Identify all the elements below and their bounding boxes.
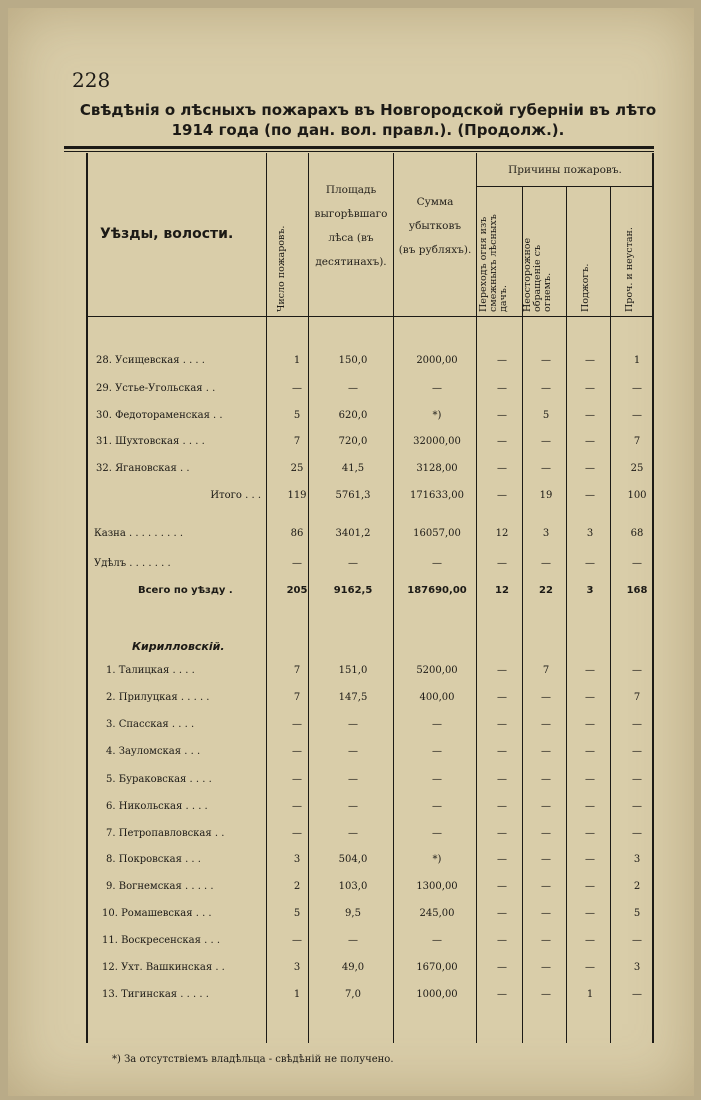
row-cause-other: — [632, 989, 642, 1000]
row-loss: 5200,00 [416, 665, 458, 676]
row-fires: — [292, 801, 302, 812]
row-cause-careless: — [541, 801, 551, 812]
row-area: 41,5 [341, 463, 365, 474]
row-area: — [348, 801, 358, 812]
row-cause-other: — [632, 719, 642, 730]
row-loss: — [432, 719, 442, 730]
row-cause-careless: — [541, 881, 551, 892]
header-cause-careless: Неосторожное обращеніе съ огнемъ. [522, 237, 553, 312]
row-cause-arson: — [585, 774, 595, 785]
row-cause-careless: — [541, 436, 551, 447]
row-loss: — [432, 746, 442, 757]
header-cause-arson: Поджогъ. [580, 263, 591, 312]
header-cause-transfer: Переходъ огня изъ смежныхъ лѣсныхъ дачъ. [478, 214, 509, 312]
row-cause-careless: — [541, 854, 551, 865]
header-bottom-rule [86, 316, 653, 317]
row-fires: 7 [293, 692, 301, 703]
row-name: 10. Ромашевская . . . [102, 908, 212, 919]
header-loss [394, 190, 476, 262]
row-fires: 1 [293, 989, 301, 1000]
row-fires: — [292, 719, 302, 730]
row-loss: 187690,00 [407, 585, 467, 596]
row-cause-transfer: — [497, 962, 507, 973]
header-district: Уѣзды, волости. [100, 226, 234, 242]
row-cause-careless: — [541, 463, 551, 474]
row-name: Итого . . . [210, 490, 261, 501]
row-area: — [348, 935, 358, 946]
row-loss: — [432, 801, 442, 812]
table-row [8, 797, 694, 817]
row-cause-other: 7 [633, 692, 641, 703]
table-row [8, 406, 694, 426]
row-cause-careless: 19 [539, 490, 553, 501]
row-cause-other: 1 [633, 355, 641, 366]
row-loss: 1000,00 [416, 989, 458, 1000]
row-name: 2. Прилуцкая . . . . . [106, 692, 210, 703]
row-cause-other: 168 [626, 585, 648, 596]
row-cause-arson: — [585, 908, 595, 919]
table-row [8, 850, 694, 870]
row-cause-careless: — [541, 558, 551, 569]
table-title-line-1: Свѣдѣнія о лѣсныхъ пожарахъ въ Новгородской губерніи въ лѣто [79, 101, 657, 119]
header-causes: Причины пожаровъ. [508, 164, 622, 176]
row-loss: 3128,00 [416, 463, 458, 474]
row-cause-other: — [632, 665, 642, 676]
table-row [8, 688, 694, 708]
row-loss: — [432, 774, 442, 785]
row-loss: — [432, 558, 442, 569]
section-heading: Кирилловскій. [132, 640, 225, 653]
row-fires: 3 [293, 854, 301, 865]
row-loss: 32000,00 [413, 436, 461, 447]
section-row [8, 637, 694, 657]
top-rule-thin [64, 151, 654, 152]
row-cause-transfer: — [497, 908, 507, 919]
row-loss: 171633,00 [409, 490, 465, 501]
row-area: 5761,3 [335, 490, 371, 501]
row-cause-transfer: — [497, 558, 507, 569]
table-row [8, 459, 694, 479]
row-cause-transfer: — [497, 490, 507, 501]
row-name: 29. Устье-Угольская . . [96, 383, 216, 394]
top-rule-thick [64, 146, 654, 149]
row-loss: *) [432, 410, 442, 421]
row-name: 13. Тигинская . . . . . [102, 989, 209, 1000]
table-row [8, 715, 694, 735]
table-row [8, 958, 694, 978]
row-cause-other: 68 [630, 528, 644, 539]
row-cause-arson: — [585, 828, 595, 839]
row-fires: 86 [290, 528, 304, 539]
row-fires: — [292, 828, 302, 839]
row-cause-transfer: — [497, 355, 507, 366]
row-area: — [348, 383, 358, 394]
row-name: Казна . . . . . . . . . [94, 528, 183, 539]
row-area: — [348, 558, 358, 569]
row-cause-other: — [632, 746, 642, 757]
row-area: 504,0 [338, 854, 368, 865]
row-cause-other: 7 [633, 436, 641, 447]
table-title-line-2: 1914 года (по дан. вол. правл.). (Продолж.). [171, 121, 565, 139]
row-cause-careless: — [541, 774, 551, 785]
row-cause-transfer: — [497, 989, 507, 1000]
row-cause-careless: — [541, 355, 551, 366]
subtotal-row [8, 486, 694, 506]
row-cause-other: 3 [633, 962, 641, 973]
row-loss: 400,00 [419, 692, 455, 703]
row-area: 620,0 [338, 410, 368, 421]
row-cause-transfer: — [497, 828, 507, 839]
row-cause-careless: — [541, 962, 551, 973]
row-cause-careless: 3 [542, 528, 550, 539]
table-row [8, 931, 694, 951]
row-cause-arson: — [585, 436, 595, 447]
row-name: 6. Никольская . . . . [106, 801, 208, 812]
row-fires: 5 [293, 410, 301, 421]
row-cause-transfer: — [497, 436, 507, 447]
row-cause-transfer: — [497, 665, 507, 676]
row-cause-transfer: 12 [495, 585, 509, 596]
row-cause-arson: — [585, 854, 595, 865]
row-area: — [348, 746, 358, 757]
row-cause-careless: — [541, 383, 551, 394]
row-cause-other: — [632, 828, 642, 839]
row-area: 147,5 [338, 692, 368, 703]
row-cause-arson: — [585, 558, 595, 569]
row-loss: 245,00 [419, 908, 455, 919]
page-number: 228 [72, 68, 111, 92]
row-name: 28. Усищевская . . . . [96, 355, 205, 366]
row-cause-other: 25 [630, 463, 644, 474]
header-fires-count: Число пожаровъ. [276, 225, 287, 312]
row-name: Удѣлъ . . . . . . . [94, 558, 171, 569]
row-cause-careless: 5 [542, 410, 550, 421]
table-row [8, 742, 694, 762]
row-loss: 1300,00 [416, 881, 458, 892]
row-cause-arson: — [585, 383, 595, 394]
header-loss-line: убытковъ [408, 220, 462, 232]
header-loss-line: Сумма [416, 196, 454, 208]
row-loss: — [432, 828, 442, 839]
header-area-line: выгорѣвшаго [314, 208, 388, 220]
row-cause-arson: — [585, 935, 595, 946]
row-area: 3401,2 [335, 528, 371, 539]
row-cause-transfer: — [497, 801, 507, 812]
row-cause-arson: 3 [586, 528, 594, 539]
row-fires: 1 [293, 355, 301, 366]
row-name: 11. Воскресенская . . . [102, 935, 220, 946]
row-cause-careless: — [541, 828, 551, 839]
row-loss: 1670,00 [416, 962, 458, 973]
header-loss-line: (въ рубляхъ). [398, 244, 472, 256]
row-cause-arson: — [585, 881, 595, 892]
row-area: 103,0 [338, 881, 368, 892]
table-row [8, 770, 694, 790]
row-fires: 25 [290, 463, 304, 474]
row-cause-other: 5 [633, 908, 641, 919]
row-cause-transfer: — [497, 746, 507, 757]
row-cause-arson: — [585, 355, 595, 366]
row-fires: 119 [287, 490, 307, 501]
row-cause-transfer: — [497, 881, 507, 892]
row-fires: 205 [286, 585, 308, 596]
row-fires: 7 [293, 436, 301, 447]
header-cause-other: Проч. и неустан. [624, 227, 635, 312]
book-page [8, 8, 694, 1096]
row-cause-other: — [632, 410, 642, 421]
row-cause-careless: 7 [542, 665, 550, 676]
row-loss: 2000,00 [416, 355, 458, 366]
row-cause-other: 100 [627, 490, 647, 501]
row-cause-transfer: — [497, 719, 507, 730]
row-cause-careless: — [541, 719, 551, 730]
table-row [8, 877, 694, 897]
row-name: 12. Ухт. Вашкинская . . [102, 962, 225, 973]
row-name: 30. Федотораменская . . [96, 410, 223, 421]
row-cause-other: — [632, 558, 642, 569]
row-fires: — [292, 774, 302, 785]
row-area: 720,0 [338, 436, 368, 447]
row-cause-careless: — [541, 746, 551, 757]
table-row [8, 824, 694, 844]
row-area: — [348, 719, 358, 730]
row-fires: — [292, 746, 302, 757]
table-row [8, 661, 694, 681]
row-cause-careless: 22 [539, 585, 553, 596]
row-name: 8. Покровская . . . [106, 854, 201, 865]
row-cause-transfer: — [497, 774, 507, 785]
row-cause-arson: — [585, 665, 595, 676]
row-cause-arson: — [585, 801, 595, 812]
row-cause-arson: — [585, 463, 595, 474]
row-cause-arson: — [585, 692, 595, 703]
row-name: Всего по уѣзду . [138, 585, 233, 596]
row-cause-transfer: — [497, 410, 507, 421]
row-cause-arson: — [585, 410, 595, 421]
row-area: 7,0 [345, 989, 361, 1000]
row-cause-other: — [632, 801, 642, 812]
table-row [8, 432, 694, 452]
row-loss: *) [432, 854, 442, 865]
header-area-line: Площадь [325, 184, 377, 196]
row-name: 31. Шухтовская . . . . [96, 436, 205, 447]
row-area: — [348, 828, 358, 839]
row-cause-other: 3 [633, 854, 641, 865]
row-cause-careless: — [541, 692, 551, 703]
table-row [8, 524, 694, 544]
row-name: 1. Талицкая . . . . [106, 665, 195, 676]
row-cause-other: — [632, 935, 642, 946]
row-cause-arson: 3 [586, 585, 594, 596]
table-row [8, 904, 694, 924]
row-area: 9162,5 [333, 585, 373, 596]
row-name: 4. Зауломская . . . [106, 746, 201, 757]
table-row [8, 351, 694, 371]
row-name: 9. Вогнемская . . . . . [106, 881, 214, 892]
row-area: 9,5 [345, 908, 361, 919]
row-cause-arson: — [585, 746, 595, 757]
row-fires: — [292, 383, 302, 394]
table-row [8, 379, 694, 399]
row-cause-other: — [632, 383, 642, 394]
header-area-line: десятинахъ). [315, 256, 387, 268]
table-row [8, 554, 694, 574]
row-fires: 5 [293, 908, 301, 919]
row-area: 49,0 [341, 962, 365, 973]
total-row [8, 581, 694, 601]
row-cause-transfer: — [497, 854, 507, 865]
row-cause-transfer: — [497, 383, 507, 394]
row-area: — [348, 774, 358, 785]
row-fires: 2 [293, 881, 301, 892]
row-cause-other: 2 [633, 881, 641, 892]
row-cause-arson: — [585, 962, 595, 973]
row-area: 151,0 [338, 665, 368, 676]
row-loss: — [432, 935, 442, 946]
row-cause-transfer: — [497, 935, 507, 946]
row-loss: 16057,00 [413, 528, 461, 539]
row-loss: — [432, 383, 442, 394]
row-name: 5. Бураковская . . . . [106, 774, 212, 785]
row-cause-other: — [632, 774, 642, 785]
causes-header-rule [476, 186, 653, 187]
row-area: 150,0 [338, 355, 368, 366]
row-cause-transfer: — [497, 692, 507, 703]
header-area-line: лѣса (въ [328, 232, 374, 244]
row-name: 3. Спасская . . . . [106, 719, 195, 730]
row-cause-arson: 1 [586, 989, 594, 1000]
row-name: 32. Ягановская . . [96, 463, 190, 474]
footnote: *) За отсутствіемъ владѣльца - свѣдѣній не получено. [112, 1054, 394, 1065]
row-fires: — [292, 558, 302, 569]
row-cause-careless: — [541, 908, 551, 919]
row-fires: — [292, 935, 302, 946]
row-cause-arson: — [585, 719, 595, 730]
row-cause-transfer: 12 [495, 528, 509, 539]
header-area [310, 178, 392, 274]
row-cause-careless: — [541, 935, 551, 946]
row-fires: 7 [293, 665, 301, 676]
row-cause-transfer: — [497, 463, 507, 474]
row-name: 7. Петропавловская . . [106, 828, 225, 839]
row-cause-careless: — [541, 989, 551, 1000]
table-row [8, 985, 694, 1005]
row-cause-arson: — [585, 490, 595, 501]
row-fires: 3 [293, 962, 301, 973]
